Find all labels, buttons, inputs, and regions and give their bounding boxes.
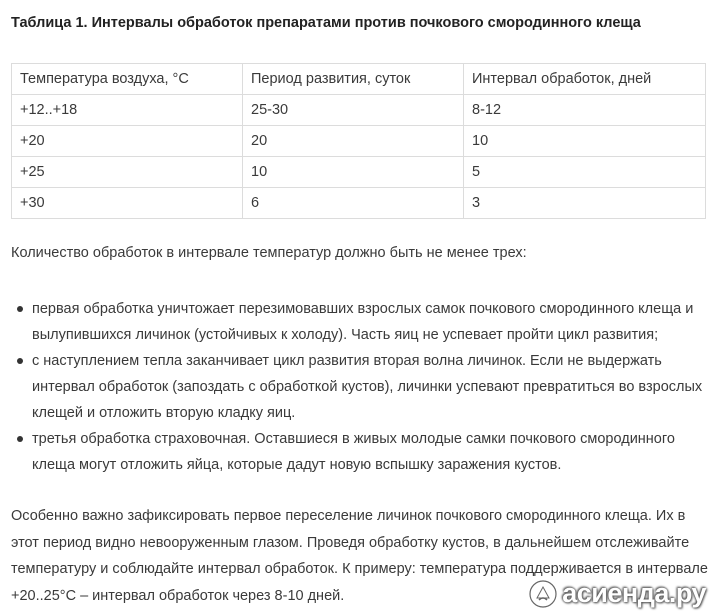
bullet-dot-icon [17, 358, 23, 364]
intro-text: Количество обработок в интервале температур должно быть не менее трех: [11, 245, 527, 261]
body-paragraph: Особенно важно зафиксировать первое переселение личинок почкового смородинного клеща. Их в этот период видно невооруженным глазом. Проведя обработку кустов, в дальнейшем отслеживайте температуру и соблюдайте интервал обработок. К примеру: температура поддерживается в интервале +20..25°С – интервал обработок через 8-10 дней. [11, 508, 708, 604]
table-caption: Таблица 1. Интервалы обработок препаратами против почкового смородинного клеща [11, 15, 641, 31]
header-development-period: Период развития, суток [243, 64, 464, 95]
table-cell: 6 [243, 188, 464, 219]
table-row [12, 95, 706, 126]
table-cell: +20 [12, 126, 243, 157]
treatment-bullet-list [11, 296, 711, 478]
table-cell: 10 [464, 126, 706, 157]
table-header-row [12, 64, 706, 95]
table-cell: +25 [12, 157, 243, 188]
hacienda-logo-icon [528, 579, 558, 609]
table-cell: +30 [12, 188, 243, 219]
table-cell: 5 [464, 157, 706, 188]
site-watermark [528, 578, 706, 609]
table-row [12, 157, 706, 188]
table-cell: +12..+18 [12, 95, 243, 126]
table-row [12, 188, 706, 219]
list-item-text: третья обработка страховочная. Оставшиеся в живых молодые самки почкового смородинного клеща могут отложить яйца, которые дадут новую вспышку заражения кустов. [32, 431, 675, 473]
list-item [11, 296, 711, 348]
table-cell: 3 [464, 188, 706, 219]
table-cell: 20 [243, 126, 464, 157]
list-item [11, 426, 711, 478]
table-cell: 8-12 [464, 95, 706, 126]
watermark-text: асиенда.ру [562, 578, 706, 608]
treatment-intervals-table [11, 63, 706, 219]
table-row [12, 126, 706, 157]
header-temperature: Температура воздуха, °С [12, 64, 243, 95]
bullet-dot-icon [17, 306, 23, 312]
table-cell: 10 [243, 157, 464, 188]
list-item-text: первая обработка уничтожает перезимовавших взрослых самок почкового смородинного клеща и вылупившихся личинок (устойчивых к холоду). Часть яиц не успевает пройти цикл развития; [32, 301, 694, 343]
header-treatment-interval: Интервал обработок, дней [464, 64, 706, 95]
bullet-dot-icon [17, 436, 23, 442]
list-item-text: с наступлением тепла заканчивает цикл развития вторая волна личинок. Если не выдержать интервал обработок (запоздать с обработкой кустов), личинки успевают превратиться во взрослых клещей и отложить вторую кладку яиц. [32, 353, 703, 421]
list-item [11, 348, 711, 426]
table-cell: 25-30 [243, 95, 464, 126]
